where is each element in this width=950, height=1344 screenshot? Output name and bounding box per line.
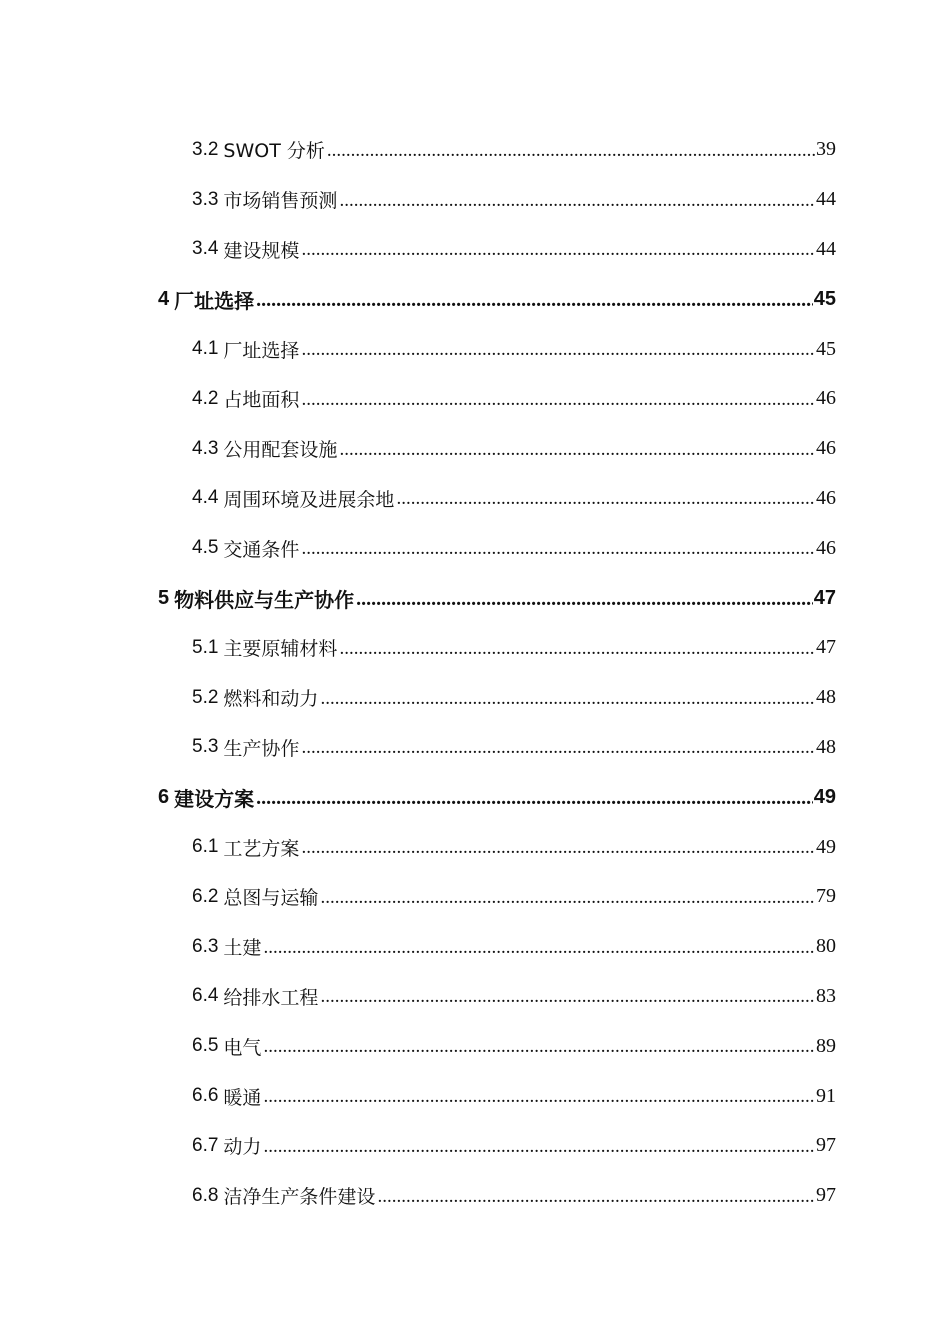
toc-dot-leader [320, 688, 815, 710]
toc-entry-title: 厂址选择 [223, 339, 300, 362]
toc-entry-page-number: 47 [816, 636, 836, 659]
toc-entry-number: 6.7 [192, 1134, 219, 1156]
toc-entry-number: 6.2 [192, 885, 219, 907]
toc-dot-leader [301, 239, 815, 261]
toc-entry-number: 6.4 [192, 985, 219, 1007]
toc-section-entry[interactable] [0, 673, 950, 723]
toc-dot-leader [339, 638, 815, 660]
toc-entry-number: 5 [158, 586, 170, 609]
toc-entry-page-number: 48 [816, 686, 836, 709]
toc-entry-title: 土建 [223, 937, 262, 960]
toc-dot-leader [301, 339, 815, 361]
toc-section-entry[interactable] [0, 723, 950, 773]
toc-entry-title: 总图与运输 [223, 887, 319, 910]
toc-entry-page-number: 97 [816, 1184, 836, 1207]
toc-entry-page-number: 44 [816, 188, 836, 211]
toc-entry-page-number: 79 [816, 885, 836, 908]
toc-dot-leader [356, 588, 813, 611]
toc-entry-title: 暖通 [223, 1086, 262, 1109]
toc-entry-number: 4.5 [192, 537, 219, 559]
toc-entry-title: 市场销售预测 [223, 190, 338, 213]
toc-entry-page-number: 39 [816, 138, 836, 161]
toc-entry-title: 工艺方案 [223, 837, 300, 860]
toc-dot-leader [320, 887, 815, 909]
toc-section-entry[interactable] [0, 523, 950, 573]
toc-entry-title: 厂址选择 [174, 288, 255, 313]
toc-section-entry[interactable] [0, 225, 950, 275]
toc-entry-number: 5.2 [192, 686, 219, 708]
toc-entry-number: 3.3 [192, 188, 219, 210]
toc-entry-number: 6.5 [192, 1035, 219, 1057]
toc-section-entry[interactable] [0, 474, 950, 524]
toc-entry-title: 建设方案 [174, 786, 255, 811]
toc-entry-title: 交通条件 [223, 538, 300, 561]
toc-section-entry[interactable] [0, 623, 950, 673]
toc-entry-title: 公用配套设施 [223, 439, 338, 462]
toc-entry-number: 6.1 [192, 836, 219, 858]
toc-entry-title: 主要原辅材料 [223, 638, 338, 661]
toc-entry-number: 6.8 [192, 1184, 219, 1206]
toc-entry-page-number: 46 [816, 486, 836, 509]
toc-entry-page-number: 48 [816, 735, 836, 758]
toc-entry-number: 4.4 [192, 487, 219, 509]
toc-entry-page-number: 49 [813, 785, 836, 808]
toc-dot-leader [256, 289, 813, 312]
toc-entry-page-number: 91 [816, 1084, 836, 1107]
toc-dot-leader [301, 737, 815, 759]
toc-entry-title: 动力 [223, 1136, 262, 1159]
toc-entry-number: 6.3 [192, 935, 219, 957]
toc-entry-page-number: 46 [816, 536, 836, 559]
toc-dot-leader [320, 986, 815, 1008]
toc-entry-title: 建设规模 [223, 239, 300, 262]
toc-dot-leader [256, 787, 813, 810]
toc-chapter-entry[interactable] [0, 274, 950, 324]
toc-entry-number: 4.3 [192, 437, 219, 459]
toc-entry-title: 物料供应与生产协作 [174, 587, 355, 612]
toc-entry-number: 5.3 [192, 736, 219, 758]
toc-entry-number: 3.4 [192, 238, 219, 260]
toc-entry-number: 4.1 [192, 338, 219, 360]
toc-entry-page-number: 44 [816, 237, 836, 260]
toc-entry-page-number: 46 [816, 437, 836, 460]
toc-entry-number: 4 [158, 287, 170, 310]
toc-entry-title: 电气 [223, 1036, 262, 1059]
toc-entry-number: 5.1 [192, 636, 219, 658]
toc-entry-title: 生产协作 [223, 737, 300, 760]
toc-dot-leader [263, 1036, 815, 1058]
toc-entry-title: SWOT 分析 [223, 140, 325, 163]
toc-entry-title: 周围环境及进展余地 [223, 488, 395, 511]
toc-dot-leader [396, 488, 815, 510]
toc-section-entry[interactable] [0, 374, 950, 424]
toc-section-entry[interactable] [0, 175, 950, 225]
toc-entry-page-number: 83 [816, 984, 836, 1007]
toc-dot-leader [263, 1086, 815, 1108]
toc-section-entry[interactable] [0, 1121, 950, 1171]
toc-dot-leader [339, 439, 815, 461]
toc-section-entry[interactable] [0, 1171, 950, 1221]
toc-entry-number: 6.6 [192, 1085, 219, 1107]
toc-section-entry[interactable] [0, 922, 950, 972]
toc-entry-page-number: 46 [816, 387, 836, 410]
toc-section-entry[interactable] [0, 972, 950, 1022]
toc-entry-number: 6 [158, 785, 170, 808]
toc-section-entry[interactable] [0, 1071, 950, 1121]
toc-entry-page-number: 45 [816, 337, 836, 360]
toc-dot-leader [301, 389, 815, 411]
toc-entry-number: 4.2 [192, 387, 219, 409]
toc-section-entry[interactable] [0, 424, 950, 474]
toc-chapter-entry[interactable] [0, 772, 950, 822]
toc-section-entry[interactable] [0, 872, 950, 922]
toc-section-entry[interactable] [0, 822, 950, 872]
toc-dot-leader [263, 1136, 815, 1158]
toc-entry-title: 占地面积 [223, 389, 300, 412]
toc-dot-leader [327, 140, 815, 162]
toc-dot-leader [301, 538, 815, 560]
toc-dot-leader [263, 937, 815, 959]
toc-entry-title: 给排水工程 [223, 986, 319, 1009]
toc-dot-leader [377, 1186, 815, 1208]
toc-entry-page-number: 49 [816, 835, 836, 858]
toc-entry-title: 燃料和动力 [223, 688, 319, 711]
table-of-contents [0, 125, 950, 1221]
toc-section-entry[interactable] [0, 125, 950, 175]
toc-section-entry[interactable] [0, 1021, 950, 1071]
toc-entry-page-number: 80 [816, 935, 836, 958]
toc-entry-number: 3.2 [192, 138, 219, 160]
toc-entry-page-number: 47 [813, 586, 836, 609]
toc-entry-page-number: 89 [816, 1034, 836, 1057]
toc-entry-title: 洁净生产条件建设 [223, 1186, 376, 1209]
toc-entry-page-number: 97 [816, 1134, 836, 1157]
toc-dot-leader [301, 837, 815, 859]
toc-entry-page-number: 45 [813, 287, 836, 310]
toc-chapter-entry[interactable] [0, 573, 950, 623]
toc-dot-leader [339, 190, 815, 212]
toc-section-entry[interactable] [0, 324, 950, 374]
